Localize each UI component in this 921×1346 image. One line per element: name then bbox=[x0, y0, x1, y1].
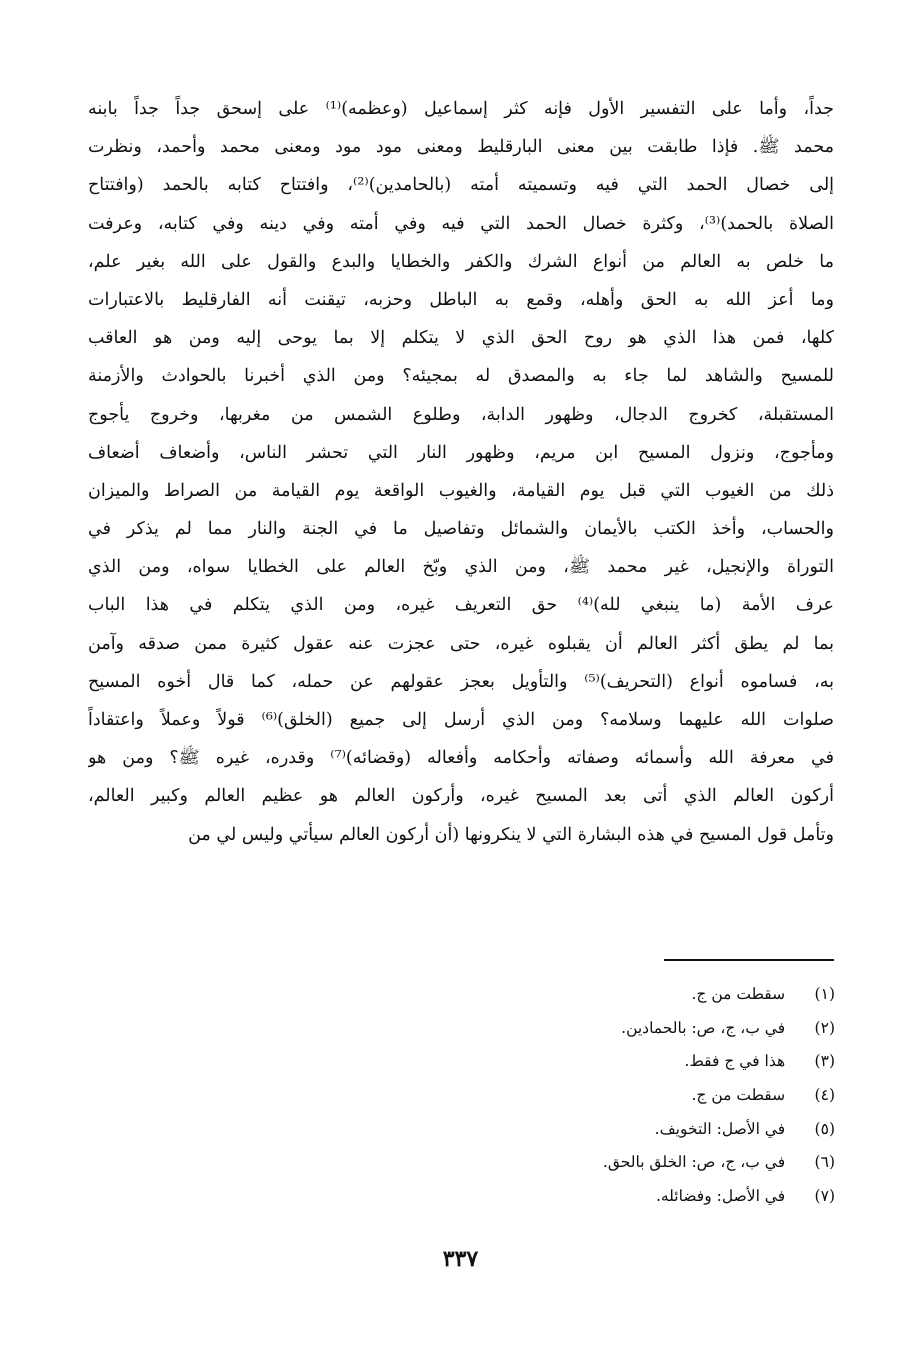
footnote-text: في ب، ج، ص: بالحمادين. bbox=[621, 1018, 786, 1037]
footnote bbox=[135, 1012, 835, 1046]
text-line: للمسيح والشاهد لما جاء به والمصدق له بمجيئه؟ ومن الذي أخبرنا بالحوادث والأزمنة bbox=[88, 366, 834, 387]
text-line: الصلاة بالحمد)⁽³⁾، وكثرة خصال الحمد التي فيه وفي أمته وفي دينه وفي كتابه، وعرفت bbox=[88, 213, 834, 234]
text-line: كلها، فمن هذا الذي هو روح الحق الذي لا يتكلم إلا بما يوحى إليه ومن هو العاقب bbox=[88, 328, 834, 349]
text-line: أركون العالم الذي أتى بعد المسيح غيره، وأركون العالم هو عظيم العالم وكبير العالم، bbox=[88, 786, 834, 807]
footnote-number: (١) bbox=[814, 985, 835, 1003]
footnote-number: (٣) bbox=[814, 1052, 835, 1071]
main-text bbox=[88, 90, 834, 854]
page-number: ٣٣٧ bbox=[442, 1246, 479, 1272]
footnote-text: سقطت من ج. bbox=[691, 985, 786, 1003]
footnote-text: في ب، ج، ص: الخلق بالحق. bbox=[602, 1153, 786, 1172]
footnote-text: في الأصل: التخويف. bbox=[654, 1119, 786, 1138]
footnote-text: سقطت من ج. bbox=[691, 1086, 786, 1105]
footnote-number: (٢) bbox=[814, 1018, 835, 1037]
footnote-separator bbox=[664, 959, 834, 961]
footnote-text: في الأصل: وفضائله. bbox=[655, 1187, 786, 1206]
footnote-number: (٤) bbox=[814, 1086, 835, 1105]
text-line: التوراة والإنجيل، غير محمد ﷺ، ومن الذي وبّخ العالم على الخطايا سواه، ومن الذي bbox=[88, 557, 834, 578]
text-line: به، فساموه أنواع (التحريف)⁽⁵⁾ والتأويل بعجز عقولهم عن حمله، كما قال أخوه المسيح bbox=[88, 671, 834, 692]
text-line: ذلك من الغيوب التي قبل يوم القيامة، والغيوب الواقعة يوم القيامة من الصراط والميزان bbox=[88, 480, 834, 501]
footnote bbox=[135, 978, 835, 1012]
footnote-number: (٧) bbox=[814, 1187, 835, 1206]
text-line: وما أعز الله به الحق وأهله، وقمع به الباطل وحزبه، تيقنت أنه الفارقليط بالاعتبارات bbox=[88, 289, 834, 310]
footnote bbox=[135, 1146, 835, 1180]
text-line: وتأمل قول المسيح في هذه البشارة التي لا ينكرونها (أن أركون العالم سيأتي وليس لي من bbox=[188, 824, 834, 845]
text-line: ما خلص به العالم من أنواع الشرك والكفر والخطايا والبدع والقول على الله بغير علم، bbox=[88, 251, 834, 272]
footnote bbox=[135, 1113, 835, 1147]
footnote-number: (٦) bbox=[814, 1153, 835, 1172]
footnote bbox=[135, 1180, 835, 1214]
footnote-number: (٥) bbox=[814, 1119, 835, 1138]
footnotes bbox=[135, 978, 835, 1214]
footnote-text: هذا في ج فقط. bbox=[684, 1052, 786, 1071]
text-line: بما لم يطق أكثر العالم أن يقبلوه غيره، حتى عجزت عنه عقول كثيرة ممن صدقه وآمن bbox=[88, 633, 834, 654]
text-line: عرف الأمة (ما ينبغي لله)⁽⁴⁾ حق التعريف غيره، ومن الذي يتكلم في هذا الباب bbox=[88, 595, 834, 616]
text-line: المستقبلة، كخروج الدجال، وظهور الدابة، وطلوع الشمس من مغربها، وخروج يأجوج bbox=[88, 404, 834, 425]
text-line: ومأجوج، ونزول المسيح ابن مريم، وظهور النار التي تحشر الناس، وأضعاف أضعاف bbox=[88, 442, 834, 463]
footnote bbox=[135, 1045, 835, 1079]
footnote bbox=[135, 1079, 835, 1113]
text-line: محمد ﷺ. فإذا طابقت بين معنى البارقليط ومعنى مود مود ومعنى محمد وأحمد، ونظرت bbox=[88, 137, 834, 158]
text-line: إلى خصال الحمد التي فيه وتسميته أمته (بالحامدين)⁽²⁾، وافتتاح كتابه بالحمد (وافتتاح bbox=[88, 175, 834, 196]
text-line: صلوات الله عليهما وسلامه؟ ومن الذي أرسل إلى جميع (الخلق)⁽⁶⁾ قولاً وعملاً واعتقاداً bbox=[88, 710, 834, 730]
text-line: في معرفة الله وأسمائه وصفاته وأحكامه وأفعاله (وقضائه)⁽⁷⁾ وقدره، غيره ﷺ؟ ومن هو bbox=[88, 748, 834, 769]
text-line: جداً، وأما على التفسير الأول فإنه كثر إسماعيل (وعظمه)⁽¹⁾ على إسحق جداً جداً بابنه bbox=[88, 99, 834, 119]
text-line: والحساب، وأخذ الكتب بالأيمان والشمائل وتفاصيل ما في الجنة والنار مما لم يذكر في bbox=[88, 519, 834, 540]
